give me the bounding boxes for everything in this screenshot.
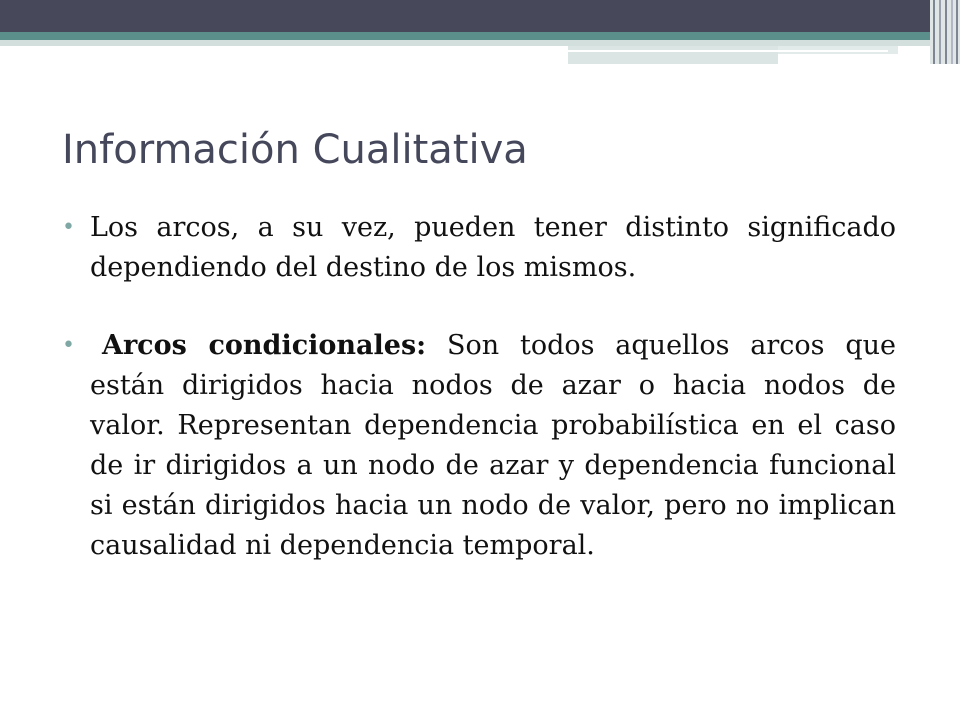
corner-stripe	[945, 0, 947, 64]
header-band-dark	[0, 0, 930, 32]
bullet-icon: •	[62, 215, 75, 240]
corner-stripes	[930, 0, 960, 64]
corner-stripe	[939, 0, 941, 64]
corner-stripe	[951, 0, 953, 64]
bullet-text: Son todos aquellos arcos que están dirigidos hacia nodos de azar o hacia nodos de valor. Representan dependencia probabilística en el caso de ir dirigidos a un nodo de azar y dependencia funcional si están dirigidos hacia un nodo de valor, pero no implican causalidad ni dependencia temporal.	[90, 330, 897, 561]
bullet-term: Arcos condicionales:	[102, 330, 427, 361]
bullet-icon: •	[62, 333, 75, 358]
corner-stripe	[933, 0, 935, 64]
bullet-item	[62, 208, 896, 288]
header-band-accent	[568, 46, 778, 64]
bullet-text: Los arcos, a su vez, pueden tener distinto significado dependiendo del destino de los mismos.	[90, 212, 896, 283]
bullet-item	[62, 326, 896, 566]
header-divider-line	[568, 50, 888, 52]
header-band-teal	[0, 32, 930, 40]
slide-title: Información Cualitativa	[62, 127, 528, 173]
bullet-list	[62, 208, 896, 604]
corner-stripe	[956, 0, 958, 64]
